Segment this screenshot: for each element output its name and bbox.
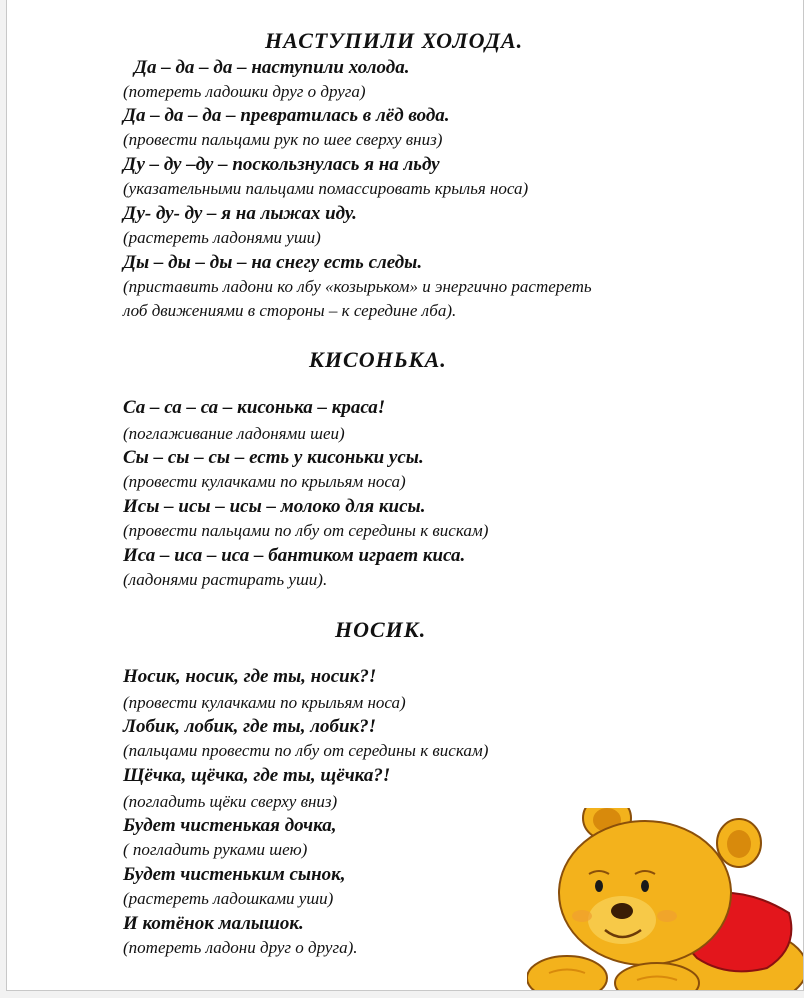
- instruction-line: (указательными пальцами помассировать крылья носа): [123, 179, 529, 198]
- verse-line: Ду – ду –ду – поскользнулась я на льду: [123, 154, 440, 175]
- verse-line: Са – са – са – кисонька – краса!: [123, 397, 386, 418]
- verse-line: Будет чистеньким сынок,: [123, 864, 346, 885]
- verse-line: Ды – ды – ды – на снегу есть следы.: [123, 252, 423, 273]
- section-title: КИСОНЬКА.: [309, 347, 447, 372]
- winnie-the-pooh-illustration: [527, 808, 804, 991]
- document-page: [6, 0, 804, 991]
- verse-line: Исы – исы – исы – молоко для кисы.: [123, 496, 426, 517]
- bear-eye-right: [641, 880, 649, 892]
- bear-paw-left: [527, 956, 607, 991]
- instruction-line: (провести кулачками по крыльям носа): [123, 693, 406, 712]
- instruction-line: (потереть ладошки друг о друга): [123, 82, 366, 101]
- instruction-line: (ладонями растирать уши).: [123, 570, 328, 589]
- verse-line: Щёчка, щёчка, где ты, щёчка?!: [123, 765, 391, 786]
- instruction-line: (провести пальцами по лбу от середины к вискам): [123, 521, 489, 540]
- verse-line: Да – да – да – наступили холода.: [134, 57, 410, 78]
- verse-line: Иса – иса – иса – бантиком играет киса.: [123, 545, 466, 566]
- instruction-line: лоб движениями в стороны – к середине лба).: [123, 301, 457, 320]
- instruction-line: (растереть ладонями уши): [123, 228, 321, 247]
- instruction-line: (провести кулачками по крыльям носа): [123, 472, 406, 491]
- instruction-line: ( погладить руками шею): [123, 840, 308, 859]
- verse-line: Да – да – да – превратилась в лёд вода.: [123, 105, 450, 126]
- instruction-line: (приставить ладони ко лбу «козырьком» и энергично растереть: [123, 277, 592, 296]
- bear-head: [559, 821, 731, 965]
- instruction-line: (растереть ладошками уши): [123, 889, 334, 908]
- verse-line: И котёнок малышок.: [123, 913, 304, 934]
- verse-line: Сы – сы – сы – есть у кисоньки усы.: [123, 447, 424, 468]
- verse-line: Ду- ду- ду – я на лыжах иду.: [123, 203, 357, 224]
- instruction-line: (погладить щёки сверху вниз): [123, 792, 338, 811]
- bear-ear-right-inner: [727, 830, 751, 858]
- instruction-line: (провести пальцами рук по шее сверху вниз): [123, 130, 443, 149]
- bear-nose: [611, 903, 633, 919]
- instruction-line: (пальцами провести по лбу от середины к вискам): [123, 741, 489, 760]
- verse-line: Носик, носик, где ты, носик?!: [123, 666, 377, 687]
- verse-line: Будет чистенькая дочка,: [123, 815, 337, 836]
- section-title: НАСТУПИЛИ ХОЛОДА.: [265, 28, 524, 53]
- instruction-line: (поглаживание ладонями шеи): [123, 424, 345, 443]
- instruction-line: (потереть ладони друг о друга).: [123, 938, 358, 957]
- bear-eye-left: [595, 880, 603, 892]
- section-title: НОСИК.: [335, 617, 427, 642]
- verse-line: Лобик, лобик, где ты, лобик?!: [123, 716, 377, 737]
